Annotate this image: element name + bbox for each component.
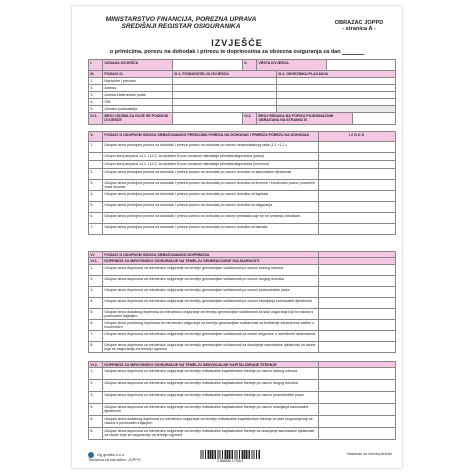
row-text: Ukupan iznos posebnog doprinosa za mirovinsko osiguranje na temelju generacijske solidarnosti za korištenje zdravstvene zaštite u inozemstvu [103,320,319,330]
amount-field[interactable] [319,265,395,275]
section-vi-amount-cell [319,252,395,257]
row-num: 1. [89,142,103,152]
row-num: 3. [89,180,103,190]
row-num: 4. [89,191,103,201]
section-v-label: PODACI O UKUPNOM IZNOSU OBRAČUNANOG PREDUJMA POREZA NA DOHODAK I PRIREZA POREZU NA DOHODAK [103,132,319,141]
section-vi-table [88,251,396,353]
persons-count-field[interactable] [173,113,243,124]
amount-field[interactable] [319,276,395,286]
amount-field[interactable] [319,404,395,415]
section-vi1-num: VI.1. [89,258,103,264]
row-text: Ukupan iznos doprinosa za mirovinsko osiguranje na temelju generacijske solidarnosti po osnovi poduzetničke plaće [103,287,319,297]
field-label: Oznaka podnositelja [103,106,173,112]
section-v-row [88,153,396,161]
section-i-label: OZNAKA IZVJEŠĆA [103,60,173,70]
ministry-line-1: MINISTARSTVO FINANCIJA, POREZNA UPRAVA [105,16,257,23]
ministry-line-2: SREDIŠNJI REGISTAR OSIGURANIKA [121,23,241,31]
amount-field[interactable] [319,180,395,190]
continuation-note: Nastavak na četvrtoj stranici [347,452,392,456]
row-text: Ukupan iznos doprinosa za mirovinsko osiguranje na temelju individualne kapitalizirane štednje po osnovi radnog odnosa [103,368,319,379]
row-text: Ukupan iznos dodatnog doprinosa za mirovinsko osiguranje na temelju generacijske solidarnosti za staž osiguranja koji se računa s povećanim trajanjem [103,309,319,319]
section-vi-header-row [88,251,396,258]
row-num: 3. [89,392,103,403]
row-num: 1. [89,368,103,379]
form-subtitle [72,49,402,55]
row-num: 6. [89,320,103,330]
row-num: 8. [89,342,103,352]
form-title: IZVJEŠĆE [211,38,263,48]
amount-field[interactable] [319,161,395,168]
field-num: 4. [89,99,103,105]
form-sheet [72,6,402,468]
row-text: Ukupan iznos predujma poreza na dohodak i prireza porezu na dohodak po osnovi dohotka od samostalne djelatnosti [103,169,319,179]
section-vi1-row [88,265,396,276]
amount-field[interactable] [319,428,395,439]
section-vi1-row [88,309,396,320]
field-label: Adresa elektroničke pošte [103,92,173,98]
section-v-header-row [88,131,396,142]
amount-field[interactable] [319,309,395,319]
section-v-row [88,213,396,224]
submitter-field[interactable] [173,99,277,105]
row-text: Ukupan iznos predujma poreza na dohodak i prireza porezu na dohodak po osnovi dohotka od kapitala [103,191,319,201]
submitter-field[interactable] [173,78,277,84]
amount-field[interactable] [319,416,395,427]
amount-field[interactable] [319,224,395,234]
row-num: 7. [89,224,103,234]
payer-header: III.2. OBVEZNIKU PLAĆANJA [277,71,395,77]
section-vi2-row [88,428,396,440]
field-num: 5. [89,106,103,112]
publisher-note: Tiskanica za narudžbu: JOPPD [88,458,141,462]
amount-field[interactable] [319,142,395,152]
section-vi2-num: VI.2. [89,362,103,367]
section-v-row [88,161,396,169]
amount-field[interactable] [319,331,395,341]
amount-field[interactable] [319,342,395,352]
row-num: 4. [89,298,103,308]
row-text: Ukupan iznos doprinosa za mirovinsko osiguranje na temelju individualne kapitalizirane štednje po osnovi obavljanja samostalne djelatnosti [103,404,319,415]
section-vi2-row [88,380,396,392]
row-text: Ukupan iznos predujma poreza na dohodak i prireza porezu na dohodak po osnovi primitaka koje se ne smatraju dohotkom [103,213,319,223]
publisher-block [88,452,141,462]
row-text: Ukupan iznos doprinosa za mirovinsko osiguranje na temelju individualne kapitalizirane štednje po osnovi poduzetničke plaće [103,392,319,403]
row-num: 7. [89,331,103,341]
amount-field[interactable] [319,213,395,223]
payer-field[interactable] [277,92,395,98]
row-text: Ukupan iznos predujma poreza na dohodak i prireza porezu na dohodak po osnovi dohotka od imovine i imovinskih prava i posebnih vrsta imovine [103,180,319,190]
section-iv1-label: BROJ OSOBA ZA KOJE SE PODNOSI IZVJEŠĆE [103,113,173,124]
form-code-block [324,20,394,33]
row-num: 2. [89,276,103,286]
amount-field[interactable] [319,320,395,330]
section-iv-row [88,113,396,125]
section-vi1-row [88,342,396,353]
field-num: 3. [89,92,103,98]
row-num [89,161,103,168]
row-num: 5. [89,309,103,319]
row-num: 4. [89,404,103,415]
row-num: 2. [89,169,103,179]
section-vi-num: VI. [89,252,103,257]
section-vi2-row [88,404,396,416]
row-num: 1. [89,265,103,275]
amount-field[interactable] [319,153,395,160]
field-label: OIB [103,99,173,105]
row-text: Ukupan iznos doprinosa za mirovinsko osiguranje na temelju generacijske solidarnosti za obavljanje samostalne djelatnosti za osobe koje se osiguravaju na temelju ugovora [103,342,319,352]
amount-header: IZNOS [319,132,395,141]
row-text: Ukupan iznos doprinosa za mirovinsko osiguranje na temelju individualne kapitalizirane štednje za obavljanje samostalne djelatnosti za osobe koje se osiguravaju na temelju ugovora [103,428,319,439]
section-vi1-row [88,276,396,287]
row-text: Ukupan iznos predujma poreza na dohodak i prireza porezu na dohodak po osnovi dohotka od osiguranja [103,202,319,212]
section-iii-num: III. [89,71,103,77]
section-i-num: I. [89,60,103,70]
row-num: 3. [89,287,103,297]
amount-field[interactable] [319,380,395,391]
barcode-icon [200,450,260,459]
report-id-row [88,59,396,71]
publisher-name: Gg grafika d.o.o. [97,453,126,457]
row-num: 6. [89,428,103,439]
row-text: Ukupan iznos doprinosa za mirovinsko osiguranje na temelju generacijske solidarnosti po osnovi drugog dohotka [103,276,319,286]
top-section-table [88,59,396,125]
section-iv2-num: IV.2. [243,113,257,124]
section-vi1-header-row [88,258,396,265]
ministry-header [86,16,276,31]
section-v-row [88,202,396,213]
amount-field[interactable] [319,287,395,297]
section-v-row [88,142,396,153]
row-text: Ukupni zbroj stupaca 14.1. i 14.2. sa stranice B pod oznakom stjecatelja primitka/osiguranika (plaća) [103,153,319,160]
section-v-table [88,131,396,235]
field-num: 1. [89,78,103,84]
section-v-num: V. [89,132,103,141]
field-row [88,106,396,113]
section-vi2-row [88,416,396,428]
form-code: OBRAZAC JOPPD [334,20,384,26]
section-vi1-label: DOPRINOS ZA MIROVINSKO OSIGURANJE NA TEMELJU GENERACIJSKE SOLIDARNOSTI [103,258,319,264]
report-type-field[interactable] [327,60,395,70]
section-iv1-num: IV.1. [89,113,103,124]
field-label: Naziv/ime i prezime [103,78,173,84]
payer-field[interactable] [277,78,395,84]
page-label: - stranica A - [342,26,376,33]
row-num: 5. [89,202,103,212]
row-text: Ukupan iznos doprinosa za mirovinsko osiguranje na temelju generacijske solidarnosti po osnovi radnog odnosa [103,265,319,275]
submitter-header: III.1. PODNOSITELJU IZVJEŠĆA [173,71,277,77]
field-row [88,99,396,106]
section-vi2-header-row [88,361,396,368]
row-text: Ukupan iznos dodatnog doprinosa za mirovinsko osiguranje na temelju individualne kapitalizirane štednje za staž osiguranja koji se računa s povećanim trajanjem [103,416,319,427]
section-v-row [88,169,396,180]
payer-field-disabled [277,106,395,112]
report-id-field[interactable] [173,60,243,70]
field-row [88,85,396,92]
section-ii-num: II. [243,60,257,70]
field-label: Adresa [103,85,173,91]
section-v-row [88,191,396,202]
section-iii-header-row [88,71,396,78]
row-num [89,153,103,160]
payer-field[interactable] [277,99,395,105]
submitter-field[interactable] [173,106,277,112]
amount-field[interactable] [319,368,395,379]
section-v-row [88,180,396,191]
payer-field[interactable] [277,85,395,91]
field-num: 2. [89,85,103,91]
submitter-field[interactable] [173,85,277,91]
field-row [88,78,396,85]
rows-count-field[interactable] [353,113,395,124]
section-vi2-row [88,368,396,380]
amount-field[interactable] [319,191,395,201]
row-num: 5. [89,416,103,427]
section-vi1-amount-cell [319,258,395,264]
date-underline[interactable] [342,50,364,55]
row-text: Ukupni zbroj stupaca 14.1. i 14.2. sa stranice B pod oznakom stjecatelja primitka/osiguranika (mirovina) [103,161,319,168]
section-iv2-label: BROJ REDAKA NA POPISU POJEDINAČNIH OBRAČUNA NA STRANICI B [257,113,353,124]
section-iii-label: PODACI O: [103,71,173,77]
form-subtitle-text: o primicima, porezu na dohodak i prirezu te doprinosima za obvezna osiguranja za dan [109,49,341,55]
row-text: Ukupan iznos predujma poreza na dohodak i prireza porezu na dohodak po osnovi nesamostalnog rada (1.1.+1.2.) [103,142,319,152]
amount-field[interactable] [319,392,395,403]
amount-field[interactable] [319,169,395,179]
section-vi2-row [88,392,396,404]
section-vi-label: PODACI O UKUPNOM IZNOSU OBRAČUNANOG DOPRINOSA [103,252,319,257]
row-text: Ukupan iznos predujma poreza na dohodak i prireza porezu na dohodak po osnovi dohotka od kamata [103,224,319,234]
section-vi1-row [88,287,396,298]
section-vi2-amount-cell [319,362,395,367]
amount-field[interactable] [319,298,395,308]
row-text: Ukupan iznos doprinosa za mirovinsko osiguranje na temelju generacijske solidarnosti za osobe osigurane u određenim okolnostima [103,331,319,341]
section-vi1-row [88,298,396,309]
section-vi2-table [88,361,396,440]
row-num: 6. [89,213,103,223]
section-vi2-label: DOPRINOS ZA MIROVINSKO OSIGURANJE NA TEMELJU INDIVIDUALNE KAPITALIZIRANE ŠTEDNJE [103,362,319,367]
section-vi1-row [88,331,396,342]
row-num: 2. [89,380,103,391]
section-ii-label: VRSTA IZVJEŠĆA [257,60,327,70]
barcode-number: 3 858888 173301 [216,459,244,463]
section-vi1-row [88,320,396,331]
amount-field[interactable] [319,202,395,212]
submitter-field[interactable] [173,92,277,98]
field-row [88,92,396,99]
row-text: Ukupan iznos doprinosa za mirovinsko osiguranje na temelju individualne kapitalizirane štednje po osnovi drugog dohotka [103,380,319,391]
section-v-row [88,224,396,235]
row-text: Ukupan iznos doprinosa za mirovinsko osiguranje na temelju generacijske solidarnosti po osnovi obavljanja samostalne djelatnosti [103,298,319,308]
